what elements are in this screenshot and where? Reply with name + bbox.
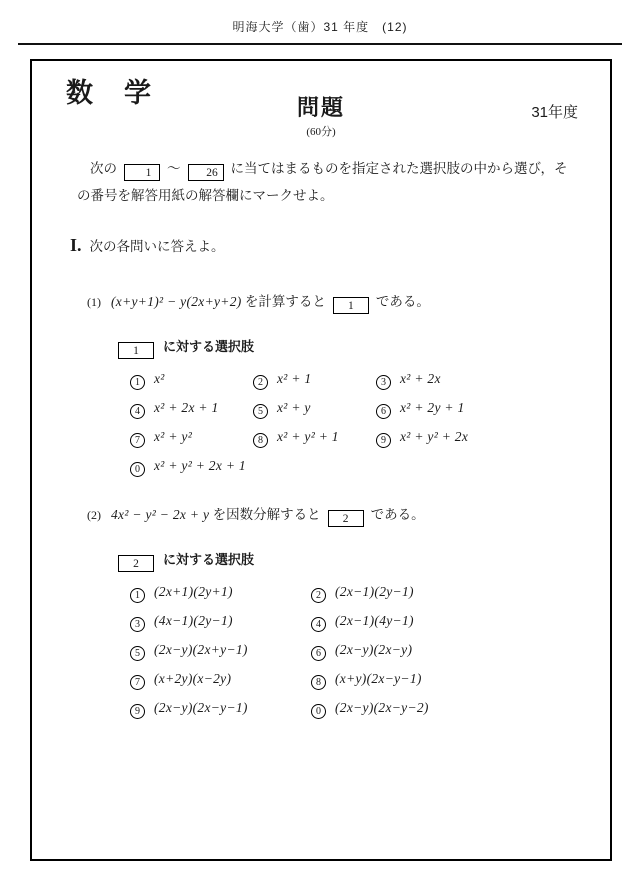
choice-option xyxy=(130,400,253,419)
option-expression: (x+y)(2x−y−1) xyxy=(335,671,422,686)
choices-list-2 xyxy=(130,584,610,719)
option-expression: x² + y² + 1 xyxy=(277,429,339,444)
circled-number: 2 xyxy=(253,375,268,390)
option-expression: x² + 2x xyxy=(400,371,441,386)
choices-list-1 xyxy=(130,371,610,477)
choice-option xyxy=(130,671,311,690)
option-expression: (2x−y)(2x−y) xyxy=(335,642,413,657)
choices-header-1 xyxy=(118,336,610,359)
circled-number: 7 xyxy=(130,433,145,448)
blank-ref-box-end: 26 xyxy=(188,164,224,181)
question-2 xyxy=(87,503,610,527)
circled-number: 4 xyxy=(130,404,145,419)
circled-number: 8 xyxy=(311,675,326,690)
question-verb: を計算すると xyxy=(244,294,326,309)
circled-number: 4 xyxy=(311,617,326,632)
choice-option xyxy=(376,429,610,448)
option-expression: x² + 2y + 1 xyxy=(400,400,465,415)
circled-number: 5 xyxy=(253,404,268,419)
circled-number: 1 xyxy=(130,588,145,603)
circled-number: 1 xyxy=(130,375,145,390)
header-rule xyxy=(18,43,622,45)
circled-number: 9 xyxy=(130,704,145,719)
option-expression: (2x+1)(2y+1) xyxy=(154,584,233,599)
choice-option xyxy=(253,371,376,390)
question-tail: である。 xyxy=(370,507,425,522)
choice-option xyxy=(311,671,610,690)
exam-frame xyxy=(30,59,612,861)
title-row xyxy=(32,61,610,147)
choice-option xyxy=(376,400,610,419)
choice-option xyxy=(130,642,311,661)
choice-option xyxy=(253,400,376,419)
section-roman-numeral: I. xyxy=(70,235,82,255)
choice-option xyxy=(130,371,253,390)
option-expression: x² xyxy=(154,371,165,386)
instruction-rest: に当てはまるものを指定された選択肢の中から選び，そ xyxy=(230,161,568,176)
question-verb: を因数分解すると xyxy=(212,507,321,522)
choice-option xyxy=(311,584,610,603)
choices-label-2: に対する選択肢 xyxy=(163,552,255,567)
subject-title: 数 学 xyxy=(66,78,153,108)
circled-number: 0 xyxy=(130,462,145,477)
circled-number: 5 xyxy=(130,646,145,661)
answer-box-ref-2: 2 xyxy=(118,555,154,572)
question-number: (1) xyxy=(87,295,101,309)
choice-option xyxy=(376,371,610,390)
choice-option xyxy=(130,429,253,448)
option-expression: (2x−1)(2y−1) xyxy=(335,584,414,599)
section-title: 次の各問いに答えよ。 xyxy=(89,239,225,254)
math-expression: (x+y+1)² − y(2x+y+2) xyxy=(111,294,242,309)
question-number: (2) xyxy=(87,508,101,522)
option-expression: x² + 1 xyxy=(277,371,312,386)
option-expression: (2x−y)(2x−y−1) xyxy=(154,700,248,715)
choices-label-1: に対する選択肢 xyxy=(163,339,255,354)
instruction-line-2: の番号を解答用紙の解答欄にマークせよ。 xyxy=(77,188,334,203)
option-expression: x² + y² xyxy=(154,429,193,444)
section-heading xyxy=(70,235,610,256)
option-expression: x² + y² + 2x xyxy=(400,429,469,444)
circled-number: 2 xyxy=(311,588,326,603)
instructions xyxy=(77,155,572,209)
exam-title: 問題 xyxy=(296,95,345,120)
choice-option xyxy=(311,642,610,661)
math-expression: 4x² − y² − 2x + y xyxy=(111,507,210,522)
circled-number: 3 xyxy=(376,375,391,390)
answer-box-1: 1 xyxy=(333,297,369,314)
instruction-line-1 xyxy=(77,155,572,182)
answer-box-2: 2 xyxy=(328,510,364,527)
page-header: 明海大学（歯）31 年度 (12) xyxy=(232,20,408,34)
circled-number: 8 xyxy=(253,433,268,448)
choice-option xyxy=(311,613,610,632)
choices-header-2 xyxy=(118,549,610,572)
option-expression: (2x−1)(4y−1) xyxy=(335,613,414,628)
circled-number: 9 xyxy=(376,433,391,448)
question-block-2 xyxy=(32,503,610,719)
duration-label: (60分) xyxy=(306,126,336,138)
circled-number: 6 xyxy=(376,404,391,419)
choice-option xyxy=(311,700,610,719)
circled-number: 3 xyxy=(130,617,145,632)
option-expression: (2x−y)(2x+y−1) xyxy=(154,642,248,657)
choice-option xyxy=(130,458,253,477)
option-expression: x² + 2x + 1 xyxy=(154,400,219,415)
question-1 xyxy=(87,290,610,314)
option-expression: x² + y xyxy=(277,400,311,415)
option-expression: (4x−1)(2y−1) xyxy=(154,613,233,628)
choice-option xyxy=(130,700,311,719)
choice-option xyxy=(130,613,311,632)
choice-option xyxy=(130,584,311,603)
question-tail: である。 xyxy=(375,294,430,309)
circled-number: 0 xyxy=(311,704,326,719)
year-label: 31年度 xyxy=(531,104,578,121)
choice-option xyxy=(253,429,376,448)
tilde: ～ xyxy=(167,161,181,176)
option-expression: (x+2y)(x−2y) xyxy=(154,671,232,686)
circled-number: 6 xyxy=(311,646,326,661)
instruction-prefix: 次の xyxy=(90,161,117,176)
circled-number: 7 xyxy=(130,675,145,690)
option-expression: x² + y² + 2x + 1 xyxy=(154,458,246,473)
question-block-1 xyxy=(32,290,610,477)
blank-ref-box-start: 1 xyxy=(124,164,160,181)
option-expression: (2x−y)(2x−y−2) xyxy=(335,700,429,715)
answer-box-ref-1: 1 xyxy=(118,342,154,359)
